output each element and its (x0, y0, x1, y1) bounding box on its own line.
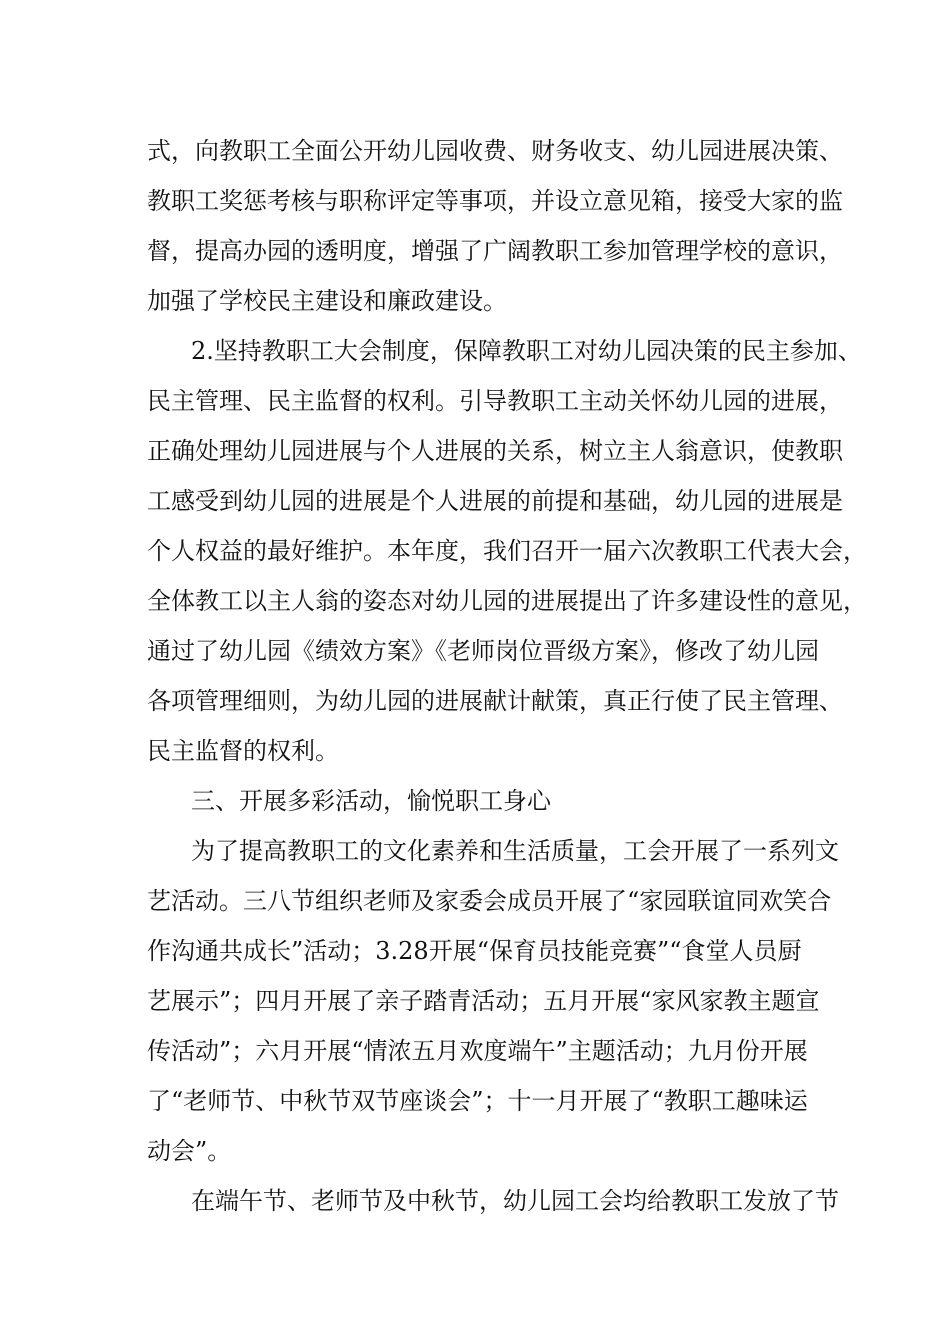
text-line: 艺展示”；四月开展了亲子踏青活动；五月开展“家风家教主题宣 (147, 987, 820, 1015)
text-line: 了“老师节、中秋节双节座谈会”；十一月开展了“教职工趣味运 (147, 1087, 808, 1115)
text-line: 个人权益的最好维护。本年度，我们召开一届六次教职工代表大会， (147, 537, 867, 565)
text-line: 民主管理、民主监督的权利。引导教职工主动关怀幼儿园的进展， (147, 387, 843, 415)
text-line: 加强了学校民主建设和廉政建设。 (147, 287, 507, 315)
heading-line: 三、开展多彩活动，愉悦职工身心 (191, 787, 551, 815)
text-line: 为了提高教职工的文化素养和生活质量，工会开展了一系列文 (191, 837, 839, 865)
text-line: 全体教工以主人翁的姿态对幼儿园的进展提出了许多建设性的意见， (147, 587, 867, 615)
text-line: 民主监督的权利。 (147, 737, 339, 765)
text-line: 2.坚持教职工大会制度，保障教职工对幼儿园决策的民主参加、 (191, 337, 862, 365)
text-line: 作沟通共成长”活动；3.28开展“保育员技能竞赛”“食堂人员厨 (147, 937, 802, 965)
text-line: 传活动”；六月开展“情浓五月欢度端午”主题活动；九月份开展 (147, 1037, 808, 1065)
text-line: 教职工奖惩考核与职称评定等事项，并设立意见箱，接受大家的监 (147, 187, 843, 215)
text-line: 各项管理细则，为幼儿园的进展献计献策，真正行使了民主管理、 (147, 687, 843, 715)
text-line: 艺活动。三八节组织老师及家委会成员开展了“家园联谊同欢笑合 (147, 887, 832, 915)
text-line: 工感受到幼儿园的进展是个人进展的前提和基础，幼儿园的进展是 (147, 487, 843, 515)
text-line: 通过了幼儿园《绩效方案》《老师岗位晋级方案》，修改了幼儿园 (147, 637, 819, 665)
text-line: 式，向教职工全面公开幼儿园收费、财务收支、幼儿园进展决策、 (147, 137, 843, 165)
text-line: 在端午节、老师节及中秋节，幼儿园工会均给教职工发放了节 (191, 1187, 839, 1215)
text-line: 动会”。 (147, 1137, 232, 1165)
text-line: 督，提高办园的透明度，增强了广阔教职工参加管理学校的意识， (147, 237, 843, 265)
text-line: 正确处理幼儿园进展与个人进展的关系，树立主人翁意识，使教职 (147, 437, 843, 465)
